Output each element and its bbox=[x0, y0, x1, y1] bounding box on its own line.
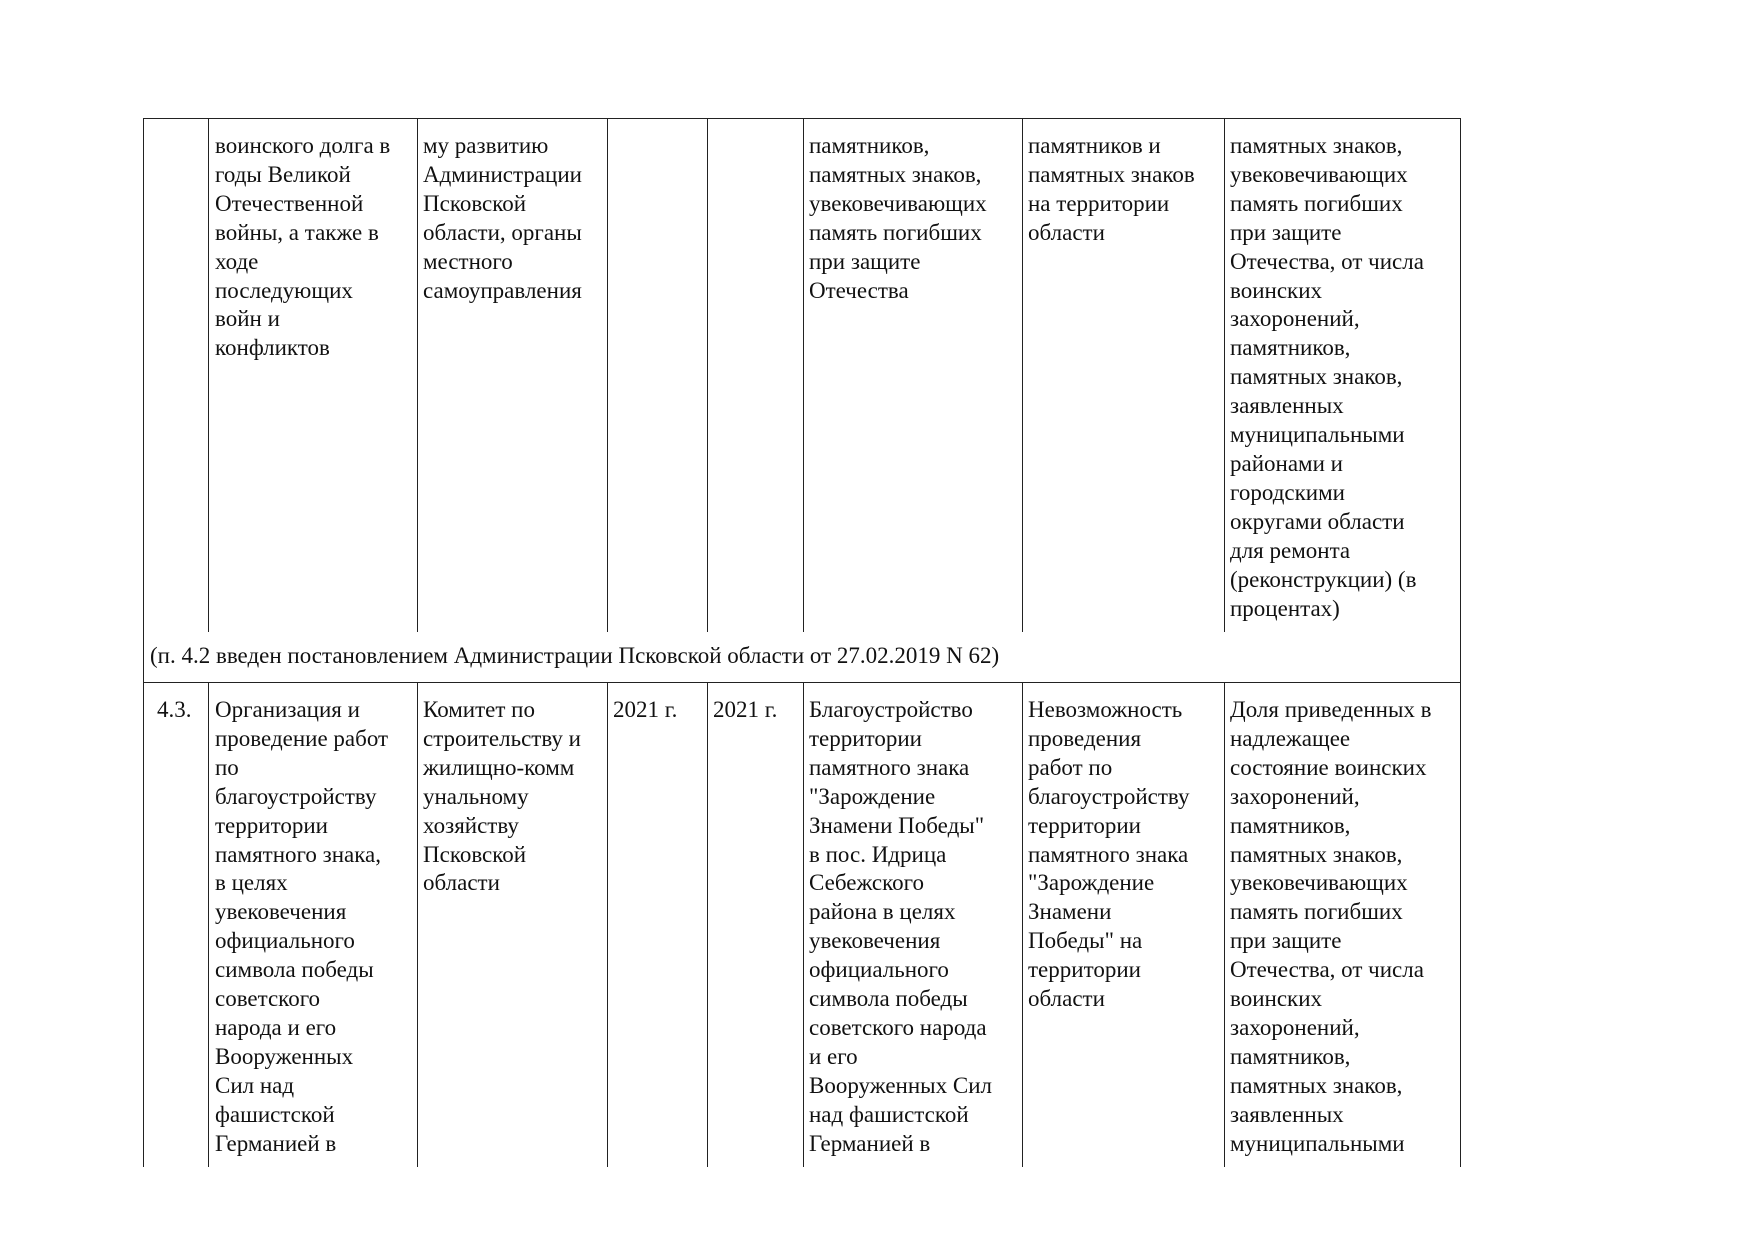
row-divider bbox=[143, 682, 1461, 683]
cell-indicator: памятных знаков, увековечивающих память погибших при защите Отечества, от числа воинских захоронений, памятников, памятных знаков, заявленных муниципальными районами и городскими округами области для ремонта (реконструкции) (в процентах) bbox=[1230, 133, 1424, 621]
column-divider bbox=[1224, 118, 1225, 632]
cell-activity: воинского долга в годы Великой Отечественной войны, а также в ходе последующих войн и конфликтов bbox=[215, 133, 391, 361]
column-divider bbox=[208, 682, 209, 1167]
column-divider bbox=[607, 118, 608, 632]
cell-start: 2021 г. bbox=[613, 697, 678, 722]
column-divider bbox=[208, 118, 209, 632]
column-divider bbox=[417, 682, 418, 1167]
column-divider bbox=[1224, 682, 1225, 1167]
column-divider bbox=[1022, 118, 1023, 632]
column-divider bbox=[803, 682, 804, 1167]
column-divider bbox=[707, 682, 708, 1167]
column-divider bbox=[417, 118, 418, 632]
table-right-border bbox=[1460, 118, 1461, 1167]
column-divider bbox=[607, 682, 608, 1167]
cell-executor: Комитет по строительству и жилищно-комм унальному хозяйству Псковской области bbox=[423, 697, 581, 896]
column-divider bbox=[803, 118, 804, 632]
amendment-note: (п. 4.2 введен постановлением Администрации Псковской области от 27.02.2019 N 62) bbox=[150, 643, 1000, 668]
column-divider bbox=[1022, 682, 1023, 1167]
cell-executor: му развитию Администрации Псковской области, органы местного самоуправления bbox=[423, 133, 582, 303]
cell-number: 4.3. bbox=[157, 697, 192, 722]
cell-consequences: памятников и памятных знаков на территории области bbox=[1028, 133, 1195, 245]
cell-end: 2021 г. bbox=[713, 697, 778, 722]
cell-result: Благоустройство территории памятного знака "Зарождение Знамени Победы" в пос. Идрица Себежского района в целях увековечения официального символа победы советского народа и его Вооруженных Сил над фашистской Германией в bbox=[809, 697, 992, 1156]
cell-result: памятников, памятных знаков, увековечивающих память погибших при защите Отечества bbox=[809, 133, 987, 303]
cell-consequences: Невозможность проведения работ по благоустройству территории памятного знака "Зарождение Знамени Победы" на территории области bbox=[1028, 697, 1190, 1012]
column-divider bbox=[707, 118, 708, 632]
table-left-border bbox=[143, 118, 144, 1167]
table-top-border bbox=[143, 118, 1461, 119]
cell-activity: Организация и проведение работ по благоустройству территории памятного знака, в целях увековечения официального символа победы советского народа и его Вооруженных Сил над фашистской Германией в bbox=[215, 697, 389, 1156]
cell-indicator: Доля приведенных в надлежащее состояние воинских захоронений, памятников, памятных знаков, увековечивающих память погибших при защите Отечества, от числа воинских захоронений, памятников, памятных знаков, заявленных муниципальными bbox=[1230, 697, 1432, 1156]
